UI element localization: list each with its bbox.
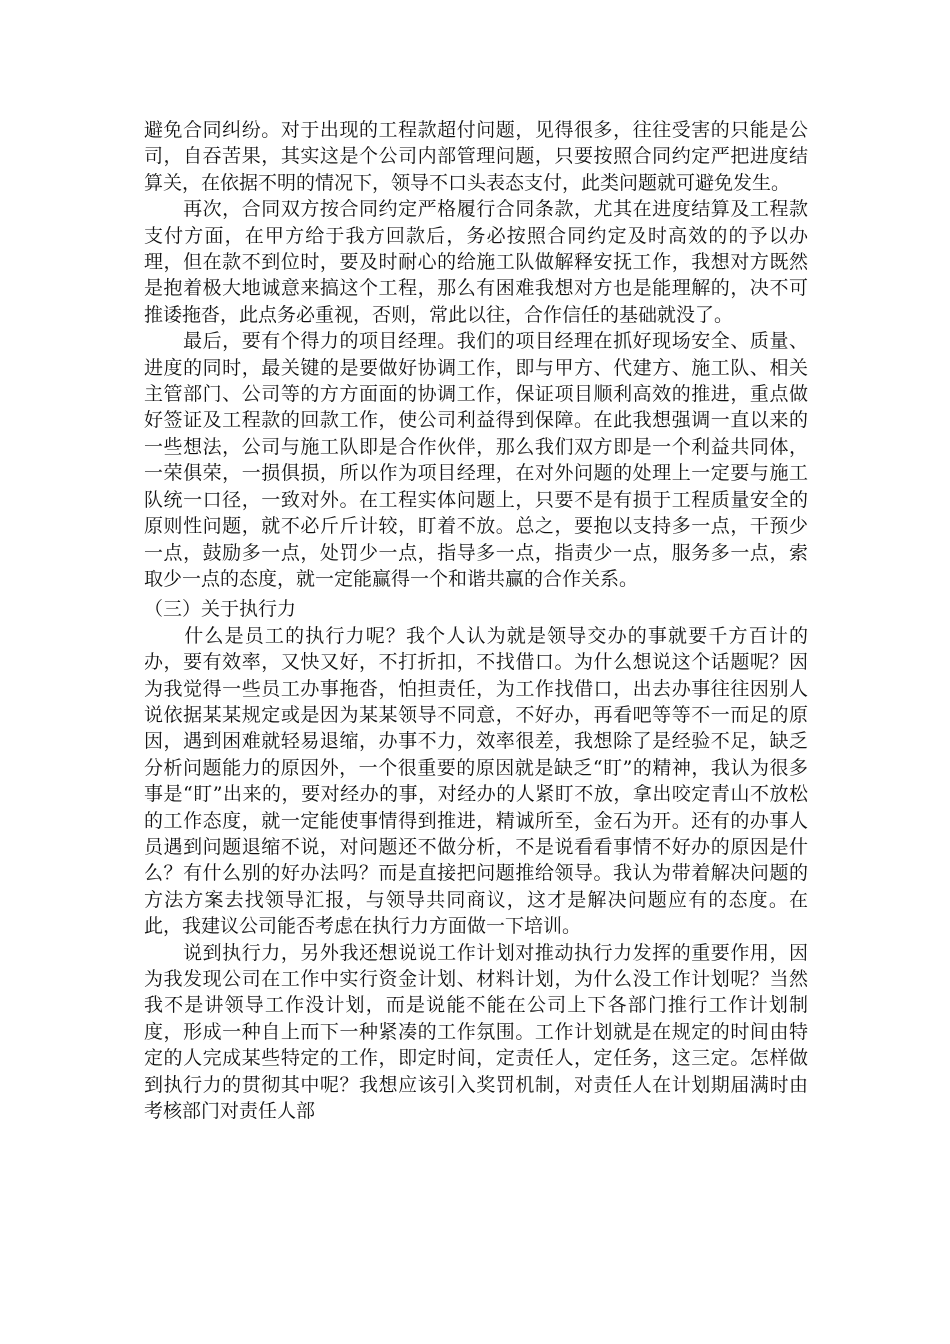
paragraph-work-plan: 说到执行力，另外我还想说说工作计划对推动执行力发挥的重要作用，因为我发现公司在工作中实行资金计划、材料计划，为什么没工作计划呢？当然我不是讲领导工作没计划，而是说能不能在公司上下各部门推行工作计划制度，形成一种自上而下一种紧凑的工作氛围。工作计划就是在规定的时间由特定的人完成某些特定的工作，即定时间，定责任人，定任务，这三定。怎样做到执行力的贯彻其中呢？我想应该引入奖罚机制，对责任人在计划期届满时由考核部门对责任人部 <box>144 941 808 1123</box>
paragraph-secondly: 再次，合同双方按合同约定严格履行合同条款，尤其在进度结算及工程款支付方面，在甲方给于我方回款后，务必按照合同约定及时高效的的予以办理，但在款不到位时，要及时耐心的给施工队做解释安抚工作，我想对方既然是抱着极大地诚意来搞这个工程，那么有困难我想对方也是能理解的，决不可推诿拖沓，此点务必重视，否则，常此以往，合作信任的基础就没了。 <box>144 198 808 326</box>
document-body <box>144 117 808 1124</box>
paragraph-execution-definition: 什么是员工的执行力呢？我个人认为就是领导交办的事就要千方百计的办，要有效率，又快又好，不打折扣，不找借口。为什么想说这个话题呢？因为我觉得一些员工办事拖沓，怕担责任，为工作找借口，出去办事往往因别人说依据某某规定或是因为某某领导不同意，不好办，再看吧等等不一而足的原因，遇到困难就轻易退缩，办事不力，效率很差，我想除了是经验不足，缺乏分析问题能力的原因外，一个很重要的原因就是缺乏“盯”的精神，我认为很多事是“盯”出来的，要对经办的事，对经办的人紧盯不放，拿出咬定青山不放松的工作态度，就一定能使事情得到推进，精诚所至，金石为开。还有的办事人员遇到问题退缩不说，对问题还不做分析，不是说看看事情不好办的原因是什么？有什么别的好办法吗？而是直接把问题推给领导。我认为带着解决问题的方法方案去找领导汇报，与领导共同商议，这才是解决问题应有的态度。在此，我建议公司能否考虑在执行力方面做一下培训。 <box>144 624 808 938</box>
section-heading-execution: （三）关于执行力 <box>144 598 297 621</box>
paragraph-finally: 最后，要有个得力的项目经理。我们的项目经理在抓好现场安全、质量、进度的同时，最关键的是要做好协调工作，即与甲方、代建方、施工队、相关主管部门、公司等的方方面面的协调工作，保证项目顺利高效的推进，重点做好签证及工程款的回款工作，使公司利益得到保障。在此我想强调一直以来的一些想法，公司与施工队即是合作伙伴，那么我们双方即是一个利益共同体，一荣俱荣，一损俱损，所以作为项目经理，在对外问题的处理上一定要与施工队统一口径，一致对外。在工程实体问题上，只要不是有损于工程质量安全的原则性问题，就不必斤斤计较，盯着不放。总之，要抱以支持多一点，干预少一点，鼓励多一点，处罚少一点，指导多一点，指责少一点，服务多一点，索取少一点的态度，就一定能赢得一个和谐共赢的合作关系。 <box>144 330 808 590</box>
paragraph-contract-disputes: 避免合同纠纷。对于出现的工程款超付问题，见得很多，往往受害的只能是公司，自吞苦果，其实这是个公司内部管理问题，只要按照合同约定严把进度结算关，在依据不明的情况下，领导不口头表态支付，此类问题就可避免发生。 <box>144 119 808 194</box>
